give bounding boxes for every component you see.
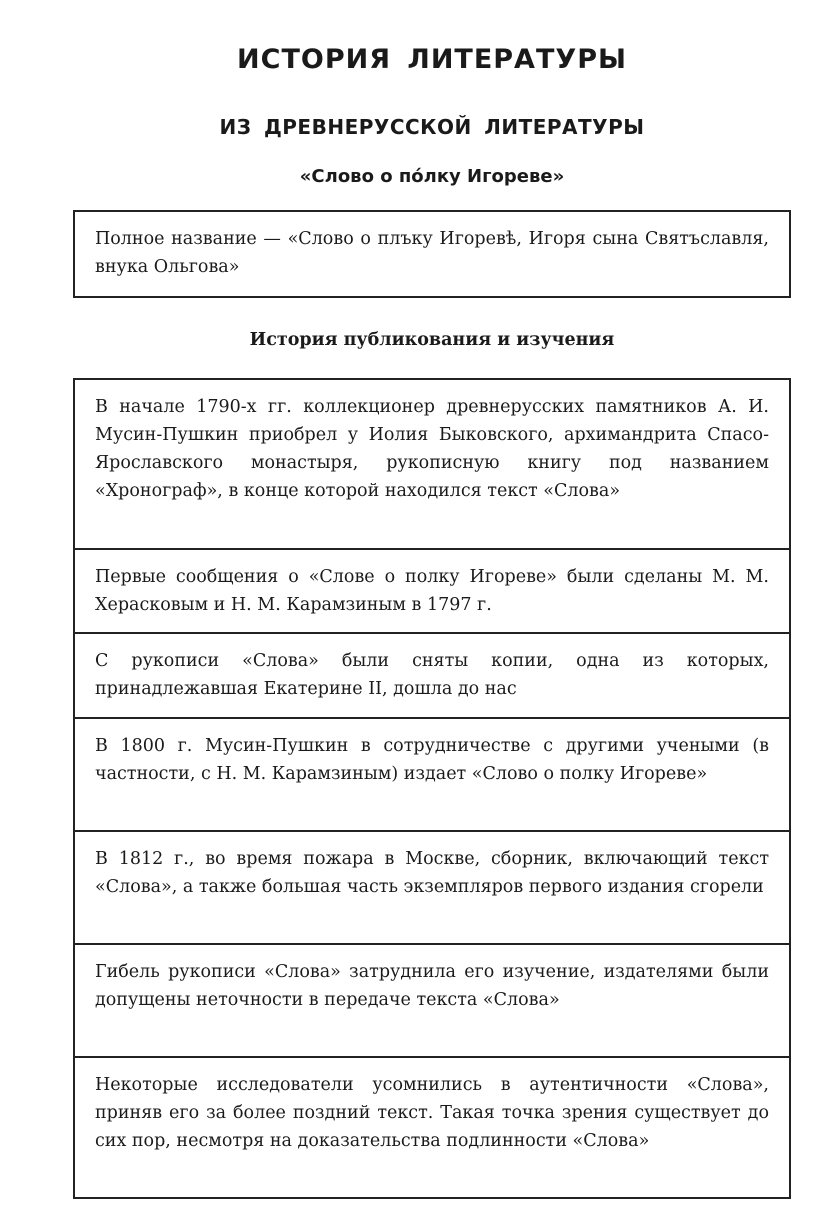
history-row: В начале 1790-х гг. коллекционер древнерусских памятников А. И. Мусин-Пушкин приобрел у Иолия Быковского, архимандрита Спасо-Ярославского монастыря, рукописную книгу под названием «Хронограф», в конце которой находился текст «Слова» — [75, 380, 789, 550]
page-title: ИСТОРИЯ ЛИТЕРАТУРЫ — [237, 44, 627, 75]
history-row: Гибель рукописи «Слова» затруднила его изучение, издателями были допущены неточности в передаче текста «Слова» — [75, 945, 789, 1058]
history-row: В 1812 г., во время пожара в Москве, сборник, включающий текст «Слова», а также большая часть экземпляров первого издания сгорели — [75, 832, 789, 945]
history-row: С рукописи «Слова» были сняты копии, одна из которых, принадлежавшая Екатерине II, дошла до нас — [75, 634, 789, 719]
history-row: Первые сообщения о «Слове о полку Игореве» были сделаны М. М. Херасковым и Н. М. Карамзиным в 1797 г. — [75, 550, 789, 634]
full-name-text: Полное название — «Слово о плъку Игоревѣ, Игоря сына Святъславля, внука Ольгова» — [95, 229, 769, 277]
history-row: Некоторые исследователи усомнились в аутентичности «Слова», приняв его за более поздний текст. Такая точка зрения существует до сих пор, несмотря на доказательства подлинности «Слова» — [95, 1075, 769, 1151]
section-subtitle: ИЗ ДРЕВНЕРУССКОЙ ЛИТЕРАТУРЫ — [219, 115, 645, 139]
history-table — [73, 378, 791, 1199]
history-heading: История публикования и изучения — [249, 330, 615, 350]
history-row: В 1800 г. Мусин-Пушкин в сотрудничестве с другими учеными (в частности, с Н. М. Карамзиным) издает «Слово о полку Игореве» — [75, 719, 789, 832]
full-name-box — [73, 210, 791, 298]
work-title: «Слово о по́лку Игореве» — [299, 166, 565, 187]
